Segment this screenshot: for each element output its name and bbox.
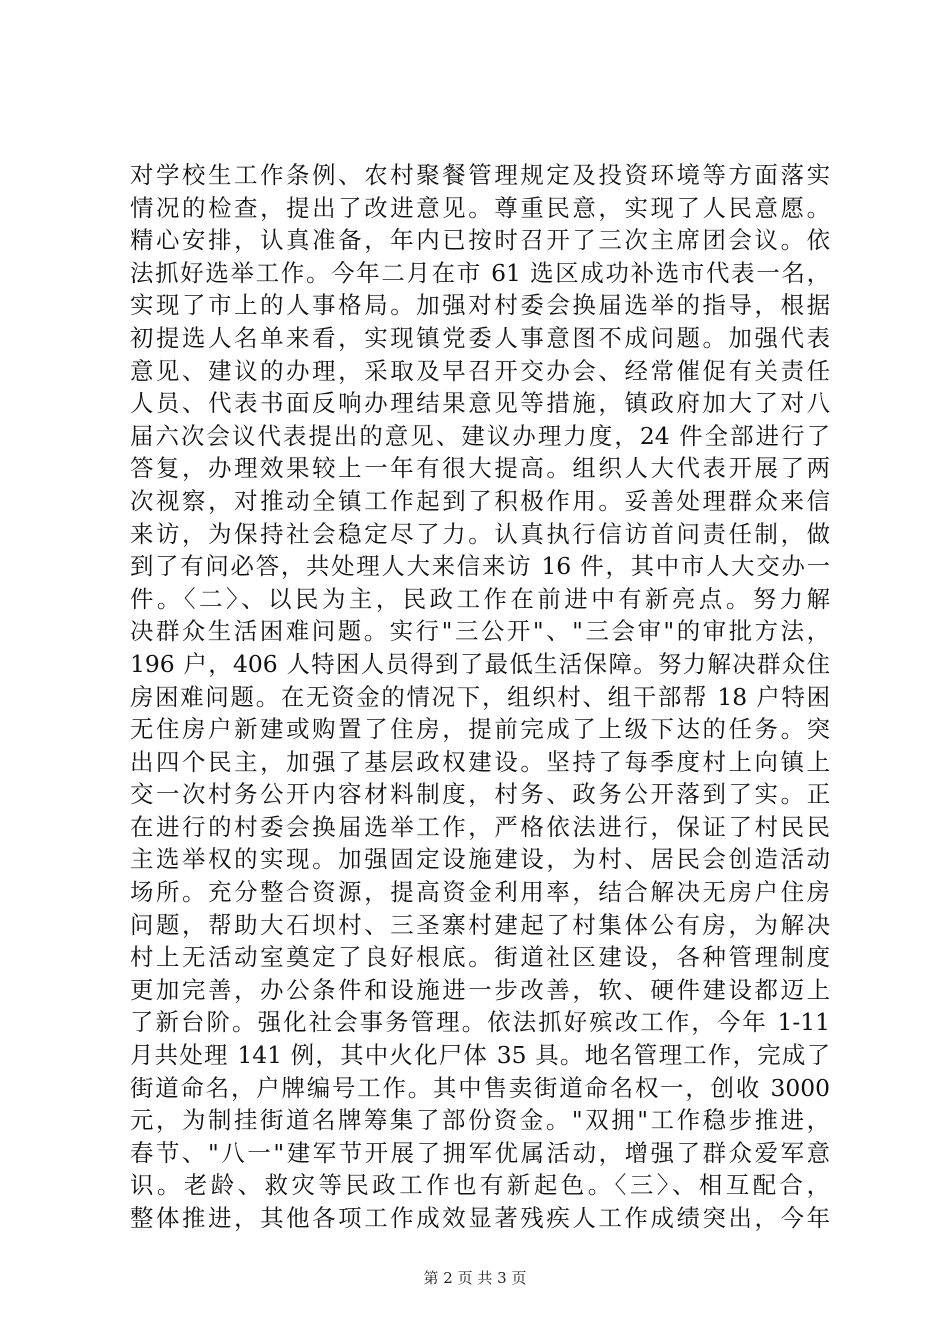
body-text — [130, 159, 830, 1235]
text-line: 房困难问题。在无资金的情况下，组织村、组干部帮 18 户特困 — [130, 682, 830, 711]
text-line: 答复，办理效果较上一年有很大提高。组织人大代表开展了两 — [130, 454, 830, 483]
text-line: 法抓好选举工作。今年二月在市 61 选区成功补选市代表一名， — [130, 258, 830, 287]
text-line: 了新台阶。强化社会事务管理。依法抓好殡改工作，今年 1-11 — [130, 1008, 830, 1037]
text-line: 春节、"八一"建军节开展了拥军优属活动，增强了群众爱军意 — [130, 1138, 830, 1167]
text-line: 更加完善，办公条件和设施进一步改善，软、硬件建设都迈上 — [130, 975, 830, 1004]
text-line: 意见、建议的办理，采取及早召开交办会、经常催促有关责任 — [130, 356, 830, 385]
text-line: 月共处理 141 例，其中火化尸体 35 具。地名管理工作，完成了 — [130, 1041, 830, 1070]
text-line: 对学校生工作条例、农村聚餐管理规定及投资环境等方面落实 — [130, 161, 830, 189]
text-line: 情况的检查，提出了改进意见。尊重民意，实现了人民意愿。 — [130, 193, 830, 222]
text-line: 识。老龄、救灾等民政工作也有新起色。〈三〉、相互配合， — [130, 1171, 830, 1200]
text-line: 来访，为保持社会稳定尽了力。认真执行信访首问责任制，做 — [130, 519, 830, 548]
page-footer: 第 2 页 共 3 页 — [423, 1269, 527, 1287]
text-line: 届六次会议代表提出的意见、建议办理力度，24 件全部进行了 — [130, 421, 830, 450]
text-line: 初提选人名单来看，实现镇党委人事意图不成问题。加强代表 — [130, 323, 830, 352]
text-line: 到了有问必答，共处理人大来信来访 16 件，其中市人大交办一 — [130, 552, 830, 581]
text-line: 次视察，对推动全镇工作起到了积极作用。妥善处理群众来信 — [130, 486, 830, 515]
text-line: 整体推进，其他各项工作成效显著残疾人工作成绩突出，今年 — [130, 1204, 830, 1232]
text-line: 问题，帮助大石坝村、三圣寨村建起了村集体公有房，为解决 — [130, 910, 830, 939]
text-line: 精心安排，认真准备，年内已按时召开了三次主席团会议。依 — [130, 226, 830, 255]
text-line: 在进行的村委会换届选举工作，严格依法进行，保证了村民民 — [130, 812, 830, 841]
text-line: 决群众生活困难问题。实行"三公开"、"三会审"的审批方法， — [130, 617, 830, 646]
text-line: 村上无活动室奠定了良好根底。街道社区建设，各种管理制度 — [130, 943, 830, 972]
text-line: 人员、代表书面反响办理结果意见等措施，镇政府加大了对八 — [130, 389, 830, 418]
text-line: 街道命名，户牌编号工作。其中售卖街道命名权一，创收 3000 — [130, 1073, 830, 1102]
text-line: 主选举权的实现。加强固定设施建设，为村、居民会创造活动 — [130, 845, 830, 874]
text-line: 实现了市上的人事格局。加强对村委会换届选举的指导，根据 — [130, 291, 830, 320]
text-line: 196 户，406 人特困人员得到了最低生活保障。努力解决群众住 — [130, 649, 830, 678]
text-line: 件。〈二〉、以民为主，民政工作在前进中有新亮点。努力解 — [130, 584, 830, 613]
text-line: 出四个民主，加强了基层政权建设。坚持了每季度村上向镇上 — [130, 747, 830, 776]
text-line: 元，为制挂街道名牌筹集了部份资金。"双拥"工作稳步推进， — [130, 1106, 830, 1135]
text-line: 无住房户新建或购置了住房，提前完成了上级下达的任务。突 — [130, 715, 830, 744]
text-line: 交一次村务公开内容材料制度，村务、政务公开落到了实。正 — [130, 780, 830, 809]
text-line: 场所。充分整合资源，提高资金利用率，结合解决无房户住房 — [130, 878, 830, 907]
